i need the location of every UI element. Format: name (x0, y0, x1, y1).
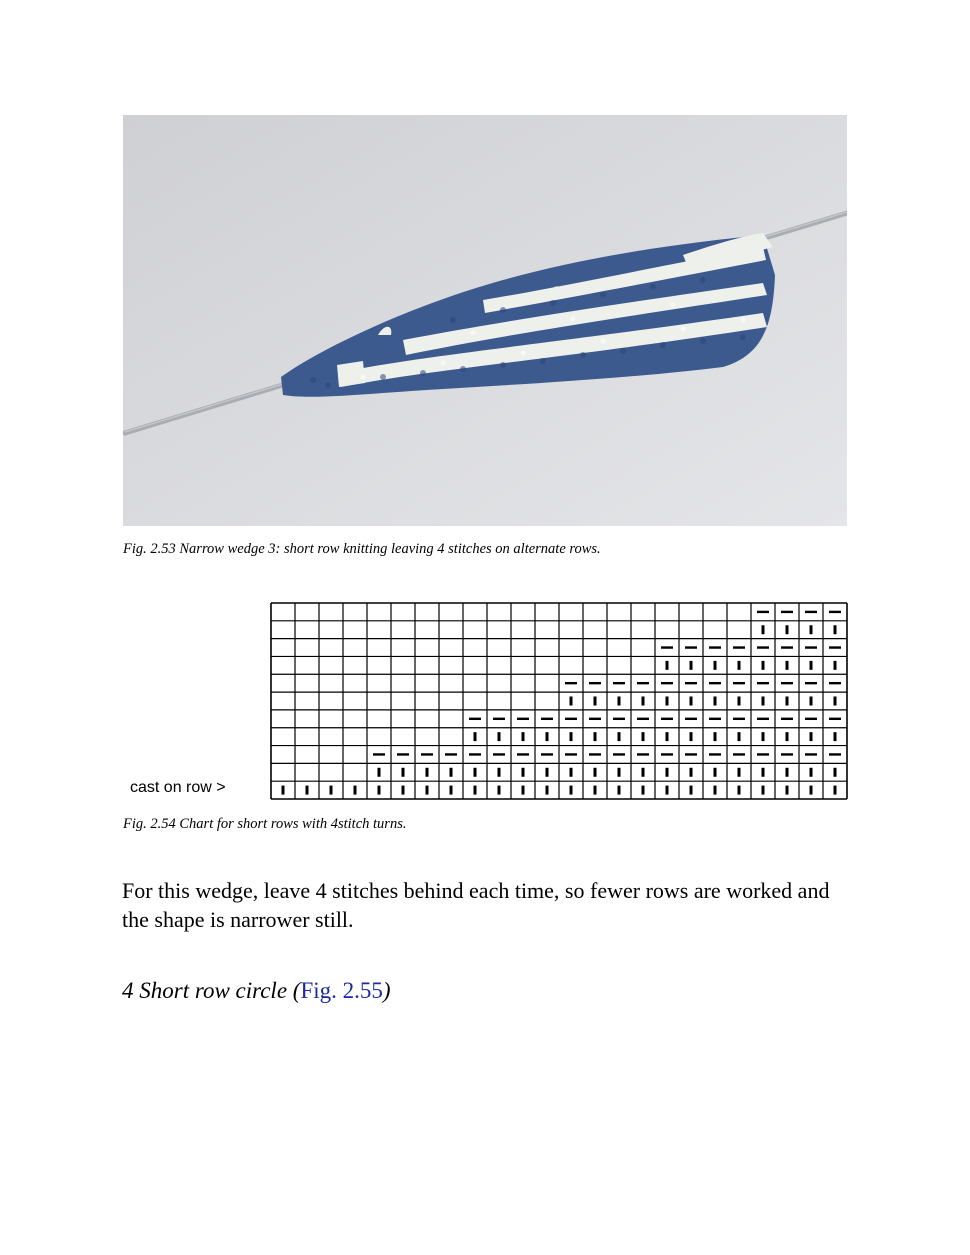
purl-stitch-symbol (757, 682, 769, 684)
purl-stitch-symbol (829, 718, 841, 720)
knit-stitch-symbol (834, 768, 837, 777)
purl-stitch-symbol (493, 753, 505, 755)
purl-stitch-symbol (541, 753, 553, 755)
knit-stitch-symbol (762, 732, 765, 741)
knit-stitch-symbol (642, 768, 645, 777)
purl-stitch-symbol (589, 682, 601, 684)
purl-stitch-symbol (757, 646, 769, 648)
body-paragraph: For this wedge, leave 4 stitches behind each time, so fewer rows are worked and the shape is narrower still. (122, 878, 830, 932)
knit-stitch-symbol (834, 661, 837, 670)
purl-stitch-symbol (541, 718, 553, 720)
knit-stitch-symbol (306, 786, 309, 795)
purl-stitch-symbol (445, 753, 457, 755)
knit-stitch-symbol (642, 732, 645, 741)
purl-stitch-symbol (781, 718, 793, 720)
purl-stitch-symbol (781, 646, 793, 648)
knit-stitch-symbol (786, 697, 789, 706)
knit-stitch-symbol (690, 732, 693, 741)
purl-stitch-symbol (757, 611, 769, 613)
knit-stitch-symbol (762, 697, 765, 706)
purl-stitch-symbol (709, 646, 721, 648)
purl-stitch-symbol (757, 718, 769, 720)
purl-stitch-symbol (613, 753, 625, 755)
knit-stitch-symbol (834, 697, 837, 706)
knit-stitch-symbol (426, 768, 429, 777)
purl-stitch-symbol (733, 646, 745, 648)
knit-stitch-symbol (474, 768, 477, 777)
knit-stitch-symbol (666, 732, 669, 741)
purl-stitch-symbol (517, 753, 529, 755)
purl-stitch-symbol (709, 753, 721, 755)
knit-stitch-symbol (786, 661, 789, 670)
knit-stitch-symbol (738, 697, 741, 706)
knit-stitch-symbol (666, 786, 669, 795)
knit-stitch-symbol (594, 732, 597, 741)
knit-stitch-symbol (786, 786, 789, 795)
knit-stitch-symbol (570, 697, 573, 706)
knit-stitch-symbol (690, 786, 693, 795)
knit-stitch-symbol (330, 786, 333, 795)
knit-stitch-symbol (738, 786, 741, 795)
knit-stitch-symbol (522, 732, 525, 741)
knit-stitch-symbol (402, 786, 405, 795)
knit-stitch-symbol (714, 661, 717, 670)
knit-stitch-symbol (618, 786, 621, 795)
purl-stitch-symbol (805, 611, 817, 613)
knit-stitch-symbol (618, 732, 621, 741)
purl-stitch-symbol (685, 753, 697, 755)
knit-stitch-symbol (282, 786, 285, 795)
knit-stitch-symbol (762, 768, 765, 777)
heading-prefix: 4 Short row circle ( (122, 978, 301, 1003)
purl-stitch-symbol (781, 682, 793, 684)
purl-stitch-symbol (709, 718, 721, 720)
knit-stitch-symbol (378, 786, 381, 795)
knit-stitch-symbol (498, 768, 501, 777)
knit-stitch-symbol (450, 768, 453, 777)
purl-stitch-symbol (493, 718, 505, 720)
knit-stitch-symbol (786, 625, 789, 634)
purl-stitch-symbol (829, 646, 841, 648)
knit-stitch-symbol (402, 768, 405, 777)
knit-stitch-symbol (810, 732, 813, 741)
knit-stitch-symbol (810, 768, 813, 777)
knit-stitch-symbol (714, 697, 717, 706)
knit-stitch-symbol (690, 661, 693, 670)
knit-stitch-symbol (714, 786, 717, 795)
purl-stitch-symbol (685, 682, 697, 684)
knitted-wedge-photo (123, 115, 847, 526)
photo-caption: Fig. 2.53 Narrow wedge 3: short row knitting leaving 4 stitches on alternate rows. (123, 541, 601, 557)
knit-stitch-symbol (546, 786, 549, 795)
knit-stitch-symbol (810, 786, 813, 795)
knit-stitch-symbol (522, 768, 525, 777)
knit-stitch-symbol (450, 786, 453, 795)
purl-stitch-symbol (661, 646, 673, 648)
knit-stitch-symbol (714, 732, 717, 741)
purl-stitch-symbol (373, 753, 385, 755)
knit-stitch-symbol (474, 732, 477, 741)
chart-caption: Fig. 2.54 Chart for short rows with 4stitch turns. (123, 816, 407, 832)
knit-stitch-symbol (354, 786, 357, 795)
purl-stitch-symbol (781, 611, 793, 613)
purl-stitch-symbol (421, 753, 433, 755)
section-heading (122, 978, 391, 1004)
purl-stitch-symbol (733, 682, 745, 684)
knit-stitch-symbol (570, 786, 573, 795)
purl-stitch-symbol (805, 682, 817, 684)
purl-stitch-symbol (469, 753, 481, 755)
purl-stitch-symbol (829, 682, 841, 684)
purl-stitch-symbol (517, 718, 529, 720)
knit-stitch-symbol (738, 732, 741, 741)
knit-stitch-symbol (786, 732, 789, 741)
purl-stitch-symbol (637, 682, 649, 684)
knit-stitch-symbol (738, 661, 741, 670)
purl-stitch-symbol (397, 753, 409, 755)
knit-stitch-symbol (594, 768, 597, 777)
knit-stitch-symbol (834, 786, 837, 795)
knit-stitch-symbol (666, 768, 669, 777)
knit-stitch-symbol (714, 768, 717, 777)
knit-stitch-symbol (834, 732, 837, 741)
purl-stitch-symbol (589, 718, 601, 720)
knit-stitch-symbol (570, 768, 573, 777)
purl-stitch-symbol (733, 718, 745, 720)
purl-stitch-symbol (781, 753, 793, 755)
knit-stitch-symbol (546, 768, 549, 777)
knit-stitch-symbol (498, 786, 501, 795)
knit-stitch-symbol (810, 661, 813, 670)
knit-stitch-symbol (762, 661, 765, 670)
knit-stitch-symbol (522, 786, 525, 795)
knit-stitch-symbol (378, 768, 381, 777)
purl-stitch-symbol (565, 753, 577, 755)
purl-stitch-symbol (685, 718, 697, 720)
purl-stitch-symbol (589, 753, 601, 755)
purl-stitch-symbol (637, 753, 649, 755)
purl-stitch-symbol (829, 611, 841, 613)
cast-on-row-label: cast on row > (130, 779, 226, 796)
purl-stitch-symbol (613, 718, 625, 720)
purl-stitch-symbol (565, 682, 577, 684)
figure-link[interactable]: Fig. 2.55 (300, 978, 383, 1003)
purl-stitch-symbol (661, 682, 673, 684)
purl-stitch-symbol (613, 682, 625, 684)
knit-stitch-symbol (666, 697, 669, 706)
knit-stitch-symbol (642, 786, 645, 795)
knit-stitch-symbol (594, 786, 597, 795)
knit-stitch-symbol (426, 786, 429, 795)
purl-stitch-symbol (829, 753, 841, 755)
purl-stitch-symbol (637, 718, 649, 720)
purl-stitch-symbol (565, 718, 577, 720)
knit-stitch-symbol (810, 625, 813, 634)
knit-stitch-symbol (834, 625, 837, 634)
purl-stitch-symbol (757, 753, 769, 755)
heading-suffix: ) (382, 978, 391, 1003)
knit-stitch-symbol (666, 661, 669, 670)
knit-stitch-symbol (762, 625, 765, 634)
short-row-knitting-chart (270, 602, 848, 800)
knit-stitch-symbol (498, 732, 501, 741)
knit-stitch-symbol (690, 697, 693, 706)
knit-stitch-symbol (570, 732, 573, 741)
knit-stitch-symbol (642, 697, 645, 706)
knit-stitch-symbol (546, 732, 549, 741)
purl-stitch-symbol (685, 646, 697, 648)
purl-stitch-symbol (805, 753, 817, 755)
knit-stitch-symbol (474, 786, 477, 795)
knit-stitch-symbol (786, 768, 789, 777)
purl-stitch-symbol (661, 718, 673, 720)
purl-stitch-symbol (805, 646, 817, 648)
purl-stitch-symbol (469, 718, 481, 720)
knit-stitch-symbol (810, 697, 813, 706)
purl-stitch-symbol (733, 753, 745, 755)
knit-stitch-symbol (690, 768, 693, 777)
purl-stitch-symbol (805, 718, 817, 720)
knit-stitch-symbol (738, 768, 741, 777)
knit-stitch-symbol (618, 697, 621, 706)
knit-stitch-symbol (594, 697, 597, 706)
knit-stitch-symbol (762, 786, 765, 795)
knit-stitch-symbol (618, 768, 621, 777)
purl-stitch-symbol (661, 753, 673, 755)
purl-stitch-symbol (709, 682, 721, 684)
